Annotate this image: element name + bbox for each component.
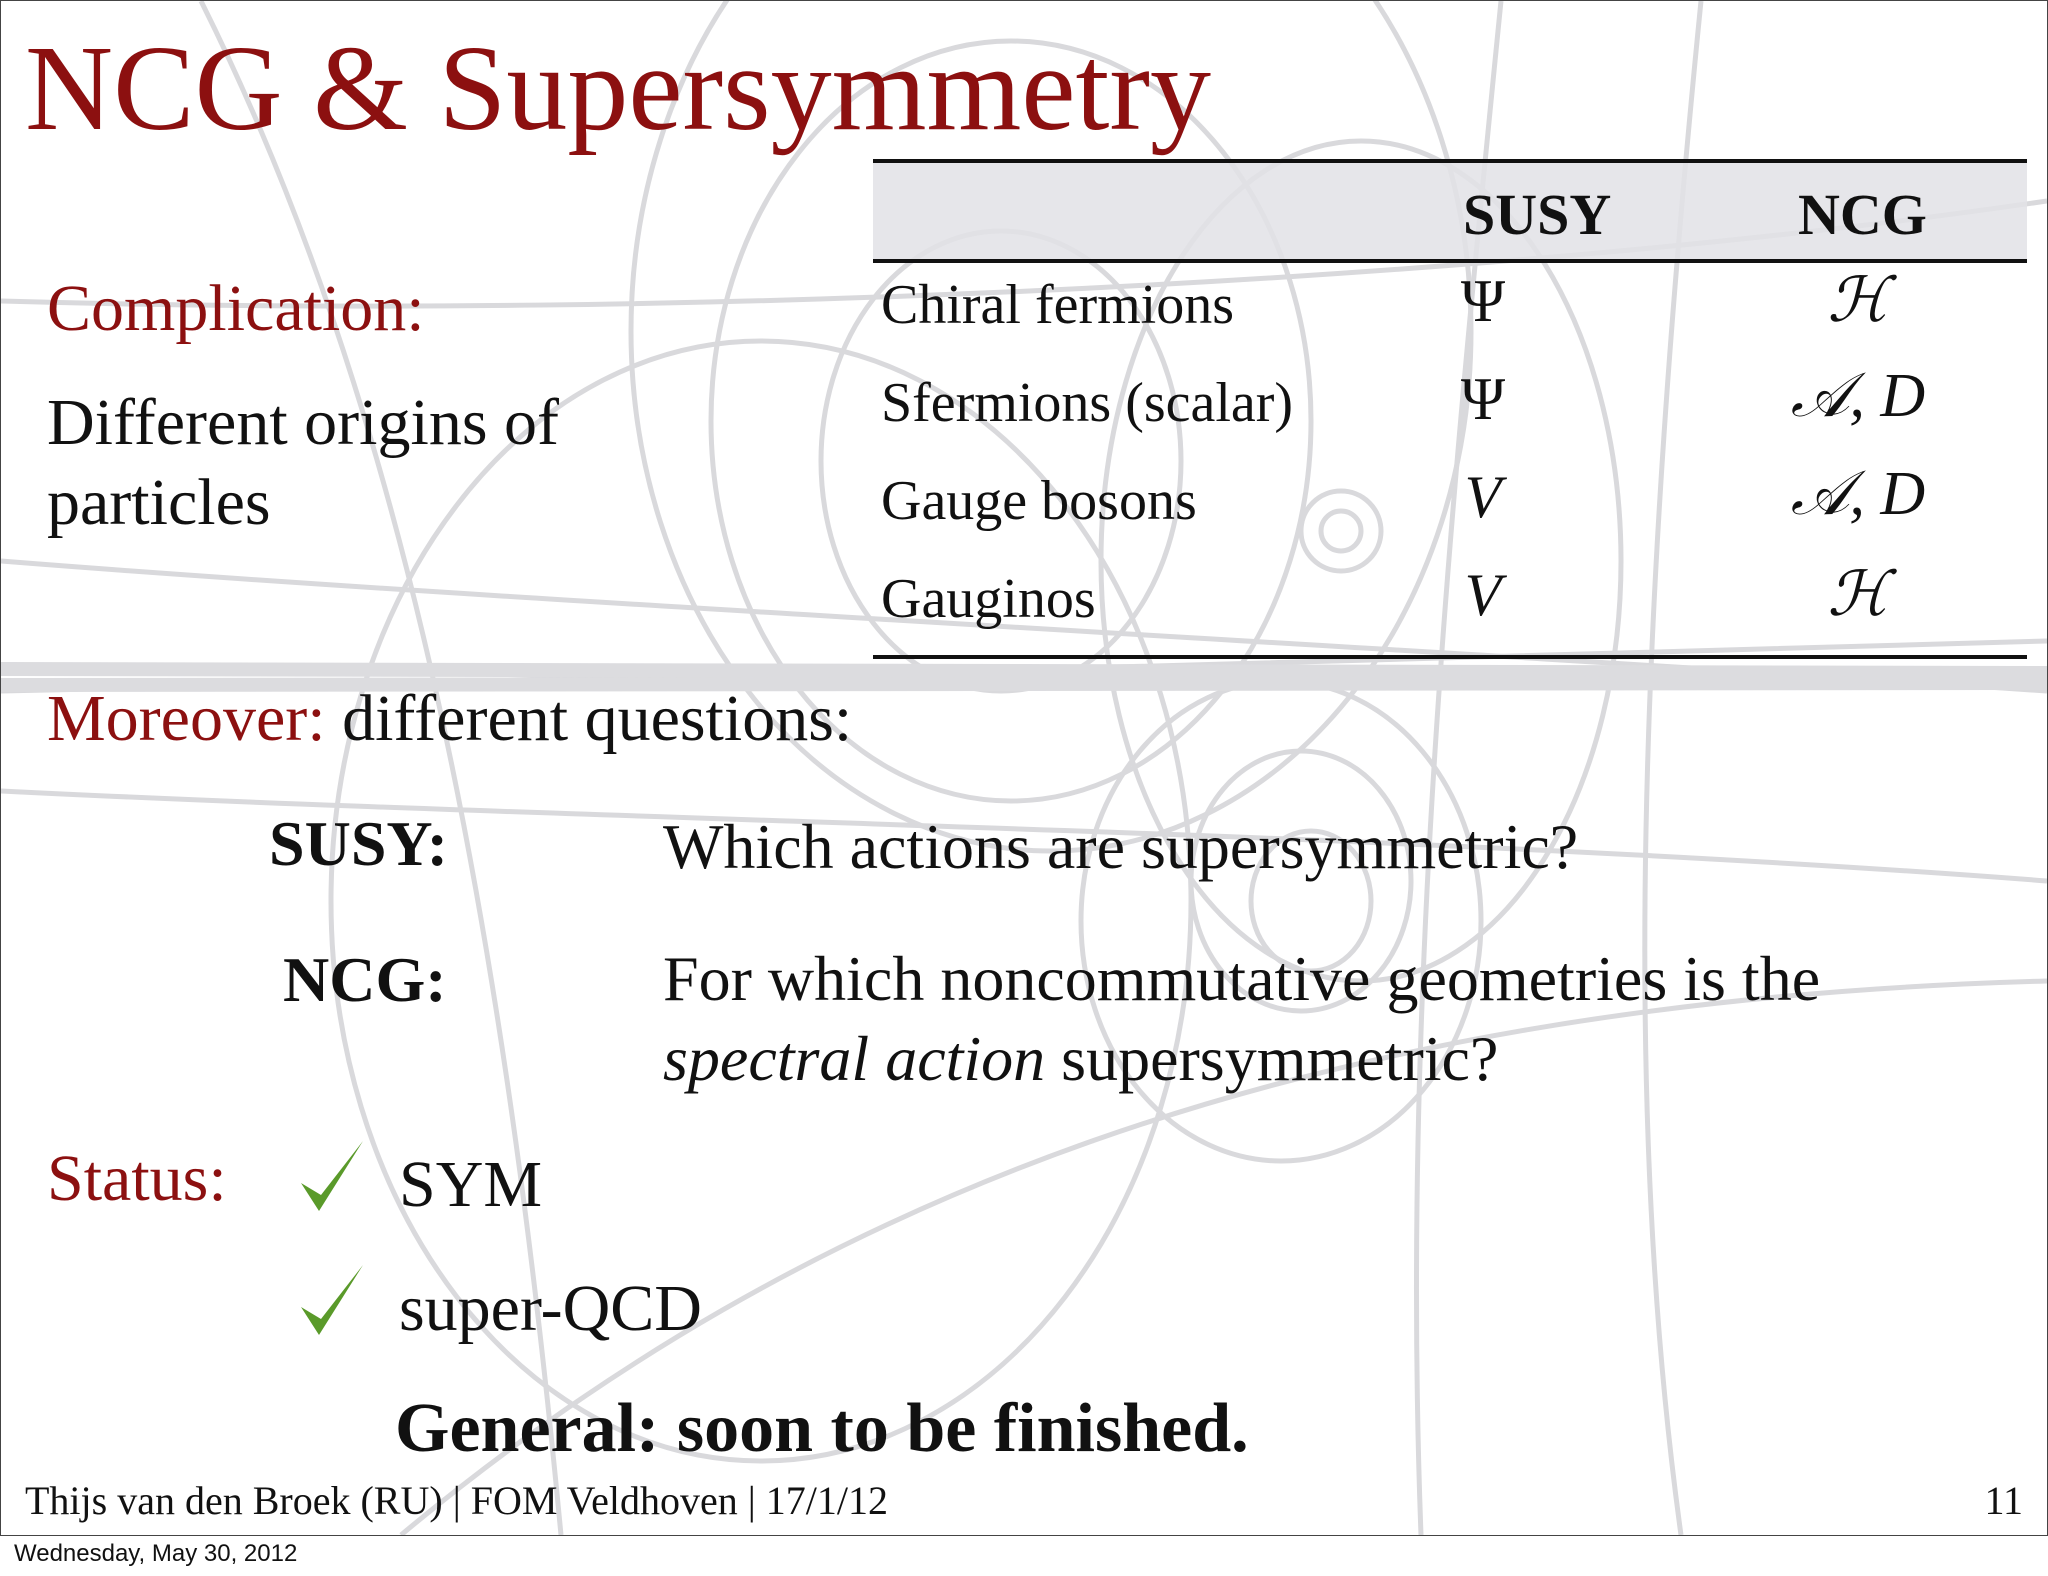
comparison-table	[873, 159, 2027, 659]
status-item-super-qcd: super-QCD	[399, 1272, 702, 1345]
slide-title: NCG & Supersymmetry	[25, 21, 1212, 156]
ncg-question-text	[663, 939, 2003, 1099]
table-bottom-rule	[873, 655, 2027, 659]
row-name: Gauginos	[881, 568, 1096, 630]
table-row	[873, 361, 2027, 459]
row-susy: V	[1464, 464, 1502, 530]
row-susy: V	[1464, 562, 1502, 628]
row-name: Gauge bosons	[881, 470, 1197, 532]
susy-question-label: SUSY:	[269, 808, 449, 879]
moreover-label: Moreover:	[47, 682, 326, 755]
header-susy: SUSY	[1463, 182, 1612, 247]
status-item-sym: SYM	[399, 1148, 543, 1221]
row-name: Chiral fermions	[881, 274, 1235, 336]
date-caption: Wednesday, May 30, 2012	[14, 1540, 298, 1567]
page-number: 11	[1984, 1478, 2023, 1523]
row-ncg: ℋ	[1827, 267, 1889, 335]
table-row	[873, 459, 2027, 557]
checkmark-icon	[297, 1137, 367, 1217]
row-ncg: 𝒜, D	[1790, 460, 1926, 528]
ncg-question-suffix: supersymmetric?	[1061, 1023, 1499, 1094]
susy-question-text: Which actions are supersymmetric?	[663, 811, 1579, 882]
ncg-question-label: NCG:	[283, 944, 447, 1015]
moreover-line	[47, 681, 852, 757]
slide-footer: Thijs van den Broek (RU) | FOM Veldhoven | 17/1/12	[25, 1478, 888, 1523]
row-ncg: ℋ	[1827, 561, 1889, 629]
table-header	[873, 163, 2027, 259]
general-status: General: soon to be finished.	[395, 1390, 1249, 1467]
ncg-question-emphasis: spectral action	[663, 1023, 1046, 1094]
table-row	[873, 263, 2027, 361]
row-ncg: 𝒜, D	[1790, 362, 1926, 430]
row-susy: Ψ	[1460, 366, 1506, 432]
moreover-text: different questions:	[342, 682, 853, 755]
table-row	[873, 557, 2027, 655]
ncg-question-prefix: For which noncommutative geometries is the	[663, 943, 1821, 1014]
status-label: Status:	[47, 1142, 227, 1215]
row-susy: Ψ	[1460, 268, 1506, 334]
checkmark-icon	[297, 1261, 367, 1341]
complication-label: Complication:	[47, 272, 425, 345]
complication-text: Different origins of particles	[47, 386, 559, 539]
table-body	[873, 263, 2027, 655]
header-ncg: NCG	[1798, 182, 1927, 247]
row-name: Sfermions (scalar)	[881, 372, 1294, 434]
